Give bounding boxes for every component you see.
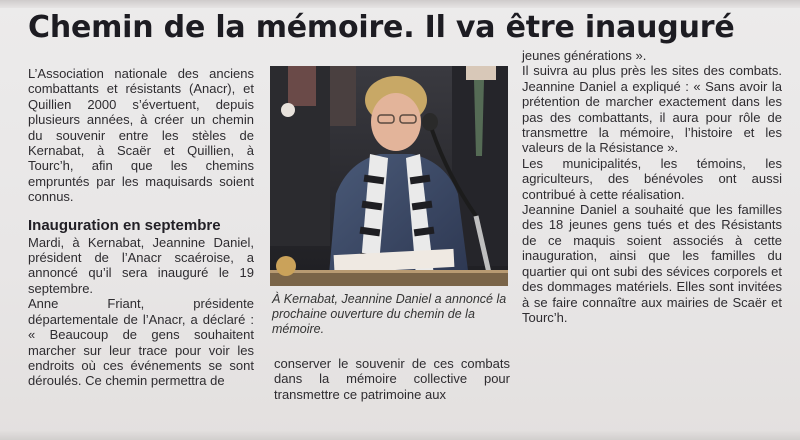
speaker-at-lectern-image <box>270 66 508 286</box>
article-paragraph: Les municipalités, les témoins, les agriculteurs, des bénévoles ont aussi contribué à cette réalisation. <box>522 155 782 202</box>
article-column-1 <box>28 66 254 389</box>
article-paragraph: Jeannine Daniel a souhaité que les familles des 18 jeunes gens tués et des Résistants de ce maquis soient associés à cette inauguration, ainsi que les familles du quartier qui ont subi des sévices corporels et des dommages matériels. Elles sont invitées à se faire connaître aux mairies de Scaër et Tourc’h. <box>522 202 782 325</box>
article-subheading: Inauguration en septembre <box>28 216 221 234</box>
article-paragraph: Il suivra au plus près les sites des combats. Jeannine Daniel a expliqué : « Sans avoir la prétention de marcher exactement dans les pas des combattants, il aura pour rôle de transmettre la mémoire, l’histoire et les valeurs de la Résistance ». <box>522 63 782 156</box>
photo-caption: À Kernabat, Jeannine Daniel a annoncé la prochaine ouverture du chemin de la mémoire. <box>272 292 507 336</box>
article-photo <box>270 66 508 286</box>
article-column-3 <box>522 48 782 325</box>
article-paragraph: Anne Friant, présidente départementale de l’Anacr, a déclaré : « Beaucoup de gens souhaitent marcher sur leur trace pour voir les endroits où ces événements se sont déroulés. Ce chemin permettra de <box>28 296 254 389</box>
page-fold-shadow <box>0 430 800 440</box>
article-column-2-text: conserver le souvenir de ces combats dans la mémoire collective pour transmettre ce patrimoine aux <box>274 356 510 402</box>
article-intro: L’Association nationale des anciens combattants et résistants (Anacr), et Quillien 2000 s’évertuent, depuis plusieurs années, à créer un chemin du souvenir entre les stèles de Kernabat, à Scaër et Quillien, à Tourc’h, afin que les chemins empruntés par les maquisards soient connus. <box>28 66 254 205</box>
article-paragraph: Mardi, à Kernabat, Jeannine Daniel, président de l’Anacr scaéroise, a annoncé qu’il sera inauguré le 19 septembre. <box>28 234 254 296</box>
article-paragraph: jeunes générations ». <box>522 48 647 63</box>
previous-article-bleed <box>0 0 800 8</box>
article-headline: Chemin de la mémoire. Il va être inauguré <box>28 10 735 45</box>
